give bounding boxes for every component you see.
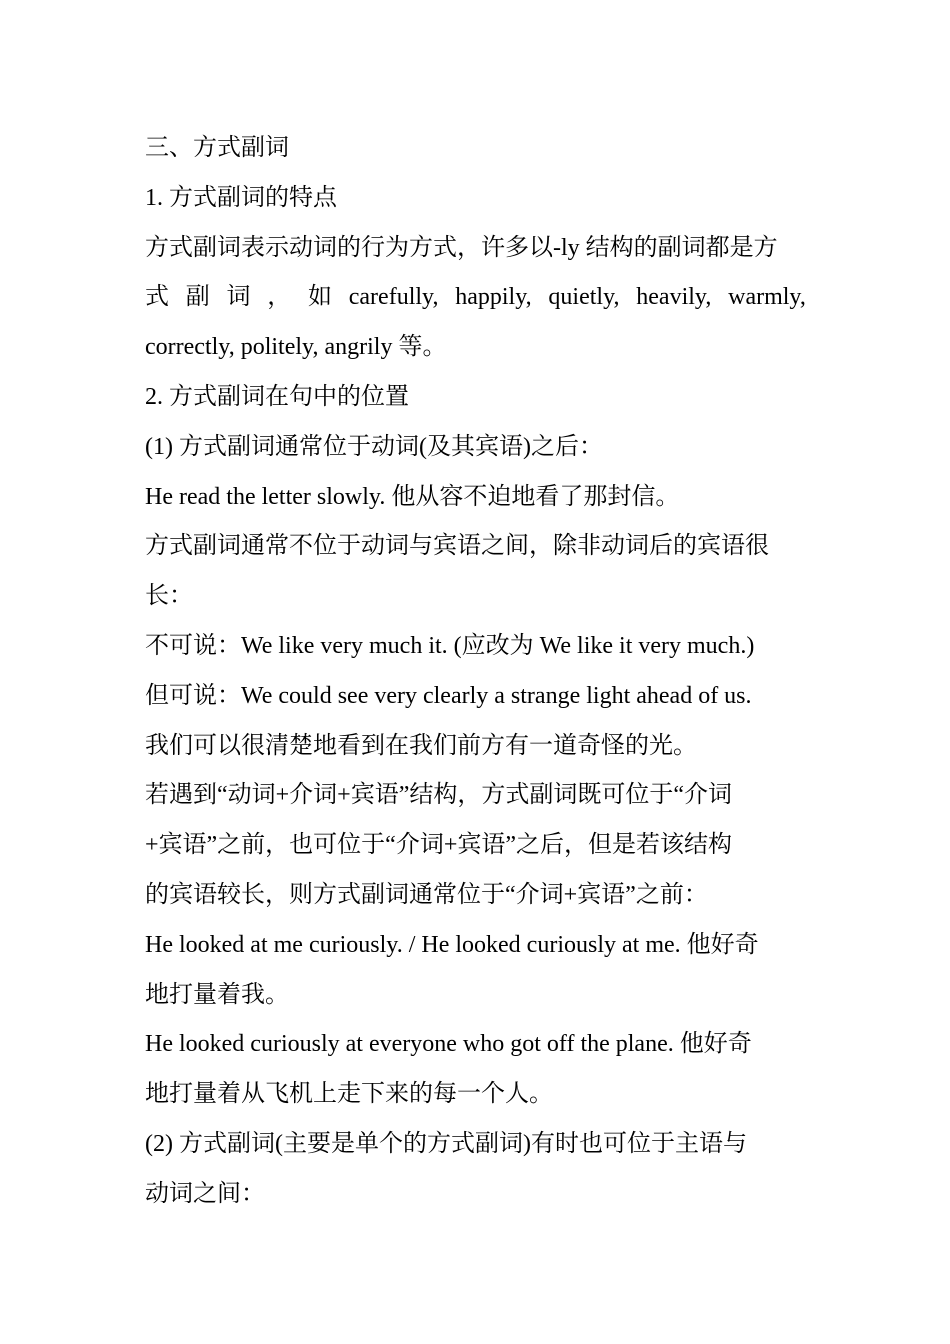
text-fragment: happily,: [455, 284, 532, 311]
text-fragment: 方式副词表示动词的行为方式，许多以-ly 结构的副词都是方: [145, 234, 778, 261]
translation-line: 我们可以很清楚地看到在我们前方有一道奇怪的光。: [145, 732, 697, 759]
paragraph-line: 方式副词通常不位于动词与宾语之间，除非动词后的宾语很: [145, 533, 769, 560]
text-fragment: carefully,: [348, 284, 439, 311]
example-line: He looked at me curiously. / He looked curiously at me. 他好奇: [145, 931, 759, 958]
document-body: [145, 124, 806, 1220]
rule-line: (1) 方式副词通常位于动词(及其宾语)之后：: [145, 433, 603, 460]
paragraph-line: correctly, politely, angrily 等。: [145, 334, 447, 361]
translation-line: 地打量着从飞机上走下来的每一个人。: [145, 1081, 553, 1108]
section-heading: 三、方式副词: [145, 135, 289, 161]
paragraph-line: 长：: [145, 583, 193, 610]
text-fragment: warmly,: [728, 284, 806, 311]
text-fragment: 如: [308, 284, 332, 311]
subsection-heading: 2. 方式副词在句中的位置: [145, 383, 409, 410]
example-line: 不可说：We like very much it. (应改为 We like it very much.): [145, 632, 755, 659]
example-line: 但可说：We could see very clearly a strange light ahead of us.: [145, 682, 752, 709]
rule-line: (2) 方式副词(主要是单个的方式副词)有时也可位于主语与: [145, 1130, 747, 1157]
example-line: He looked curiously at everyone who got off the plane. 他好奇: [145, 1031, 752, 1058]
example-line: He read the letter slowly. 他从容不迫地看了那封信。: [145, 483, 680, 510]
text-fragment: 词: [226, 284, 251, 311]
text-fragment: 式: [145, 284, 169, 311]
subsection-heading: 1. 方式副词的特点: [145, 184, 337, 211]
rule-line: 动词之间：: [145, 1180, 265, 1207]
paragraph-line: [145, 224, 806, 274]
text-fragment: quietly,: [548, 284, 620, 311]
text-fragment: 副: [185, 284, 210, 311]
paragraph-line: [145, 273, 806, 323]
text-fragment: heavily,: [636, 284, 712, 311]
text-fragment: ，: [267, 284, 292, 311]
paragraph-line: +宾语”之前，也可位于“介词+宾语”之后，但是若该结构: [145, 832, 733, 859]
translation-line: 地打量着我。: [145, 981, 289, 1008]
paragraph-line: 的宾语较长，则方式副词通常位于“介词+宾语”之前：: [145, 881, 708, 908]
paragraph-line: 若遇到“动词+介词+宾语”结构，方式副词既可位于“介词: [145, 782, 733, 809]
